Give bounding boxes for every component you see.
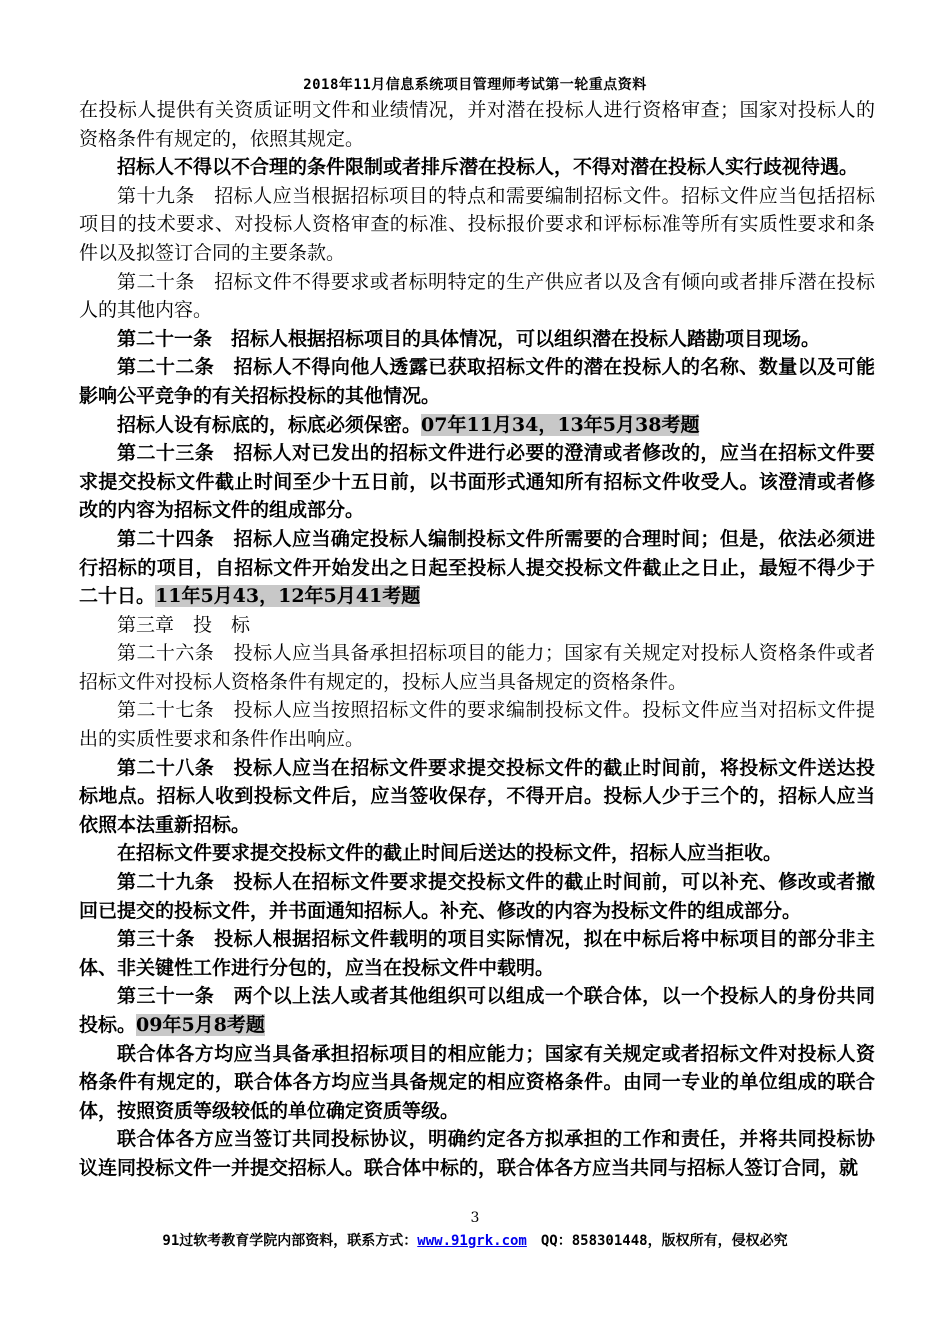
paragraph xyxy=(79,1125,875,1182)
paragraph xyxy=(79,925,875,982)
paragraph-text: 第二十六条 投标人应当具备承担招标项目的能力；国家有关规定对投标人资格条件或者招标文件对投标人资格条件有规定的，投标人应当具备规定的资格条件。 xyxy=(79,642,875,693)
page-footer xyxy=(0,1230,950,1250)
paragraph-text: 在投标人提供有关资质证明文件和业绩情况，并对潜在投标人进行资格审查；国家对投标人的资格条件有规定的，依照其规定。 xyxy=(79,99,875,150)
paragraph xyxy=(79,611,875,640)
paragraph-text: 第二十九条 投标人在招标文件要求提交投标文件的截止时间前，可以补充、修改或者撤回已提交的投标文件，并书面通知招标人。补充、修改的内容为投标文件的组成部分。 xyxy=(79,871,875,922)
paragraph-text: 联合体各方均应当具备承担招标项目的相应能力；国家有关规定或者招标文件对投标人资格条件有规定的，联合体各方均应当具备规定的相应资格条件。由同一专业的单位组成的联合体，按照资质等级较低的单位确定资质等级。 xyxy=(79,1042,875,1122)
paragraph xyxy=(79,153,875,182)
paragraph xyxy=(79,982,875,1039)
footer-suffix: QQ：858301448，版权所有，侵权必究 xyxy=(526,1233,788,1249)
paragraph xyxy=(79,411,875,440)
paragraph xyxy=(79,868,875,925)
paragraph-text: 第三十条 投标人根据招标文件载明的项目实际情况，拟在中标后将中标项目的部分非主体、非关键性工作进行分包的，应当在投标文件中载明。 xyxy=(79,928,875,979)
page-number: 3 xyxy=(470,1210,480,1226)
paragraph-text: 第二十三条 招标人对已发出的招标文件进行必要的澄清或者修改的，应当在招标文件要求提交投标文件截止时间至少十五日前，以书面形式通知所有招标文件收受人。该澄清或者修改的内容为招标文件的组成部分。 xyxy=(79,442,875,522)
paragraph xyxy=(79,325,875,354)
paragraph-text: 第二十二条 招标人不得向他人透露已获取招标文件的潜在投标人的名称、数量以及可能影响公平竞争的有关招标投标的其他情况。 xyxy=(79,356,875,407)
paragraph-text: 第三十一条 两个以上法人或者其他组织可以组成一个联合体，以一个投标人的身份共同投标。 xyxy=(79,985,875,1036)
paragraph xyxy=(79,1040,875,1126)
paragraph xyxy=(79,839,875,868)
paragraph-text: 第三章 投 标 xyxy=(117,613,251,636)
paragraph xyxy=(79,639,875,696)
paragraph-text: 第二十七条 投标人应当按照招标文件的要求编制投标文件。投标文件应当对招标文件提出的实质性要求和条件作出响应。 xyxy=(79,699,875,751)
footer-prefix: 91过软考教育学院内部资料，联系方式： xyxy=(162,1233,418,1249)
paragraph xyxy=(79,754,875,840)
paragraph xyxy=(79,96,875,153)
paragraph-text: 第二十条 招标文件不得要求或者标明特定的生产供应者以及含有倾向或者排斥潜在投标人的其他内容。 xyxy=(79,270,875,322)
page-header: 2018年11月信息系统项目管理师考试第一轮重点资料 xyxy=(303,77,647,93)
paragraph-text: 招标人设有标底的，标底必须保密。 xyxy=(117,413,422,436)
exam-reference-highlight: 11年5月43，12年5月41考题 xyxy=(155,585,421,608)
paragraph xyxy=(79,696,875,753)
paragraph-text: 在招标文件要求提交投标文件的截止时间后送达的投标文件，招标人应当拒收。 xyxy=(117,842,783,865)
paragraph-text: 第十九条 招标人应当根据招标项目的特点和需要编制招标文件。招标文件应当包括招标项目的技术要求、对投标人资格审查的标准、投标报价要求和评标标准等所有实质性要求和条件以及拟签订合同的主要条款。 xyxy=(79,184,875,264)
paragraph-text: 招标人不得以不合理的条件限制或者排斥潜在投标人，不得对潜在投标人实行歧视待遇。 xyxy=(117,156,859,179)
paragraph xyxy=(79,182,875,268)
paragraph xyxy=(79,268,875,325)
exam-reference-highlight: 09年5月8考题 xyxy=(136,1014,265,1036)
paragraph xyxy=(79,353,875,410)
footer-link[interactable]: www.91grk.com xyxy=(417,1233,527,1249)
document-body xyxy=(79,96,875,1183)
paragraph-text: 第二十四条 招标人应当确定投标人编制投标文件所需要的合理时间；但是，依法必须进行招标的项目，自招标文件开始发出之日起至投标人提交投标文件截止之日止，最短不得少于二十日。 xyxy=(79,527,875,608)
paragraph xyxy=(79,439,875,525)
exam-reference-highlight: 07年11月34，13年5月38考题 xyxy=(421,413,700,436)
paragraph xyxy=(79,525,875,611)
paragraph-text: 第二十一条 招标人根据招标项目的具体情况，可以组织潜在投标人踏勘项目现场。 xyxy=(117,327,821,350)
paragraph-text: 第二十八条 投标人应当在招标文件要求提交投标文件的截止时间前，将投标文件送达投标地点。招标人收到投标文件后，应当签收保存，不得开启。投标人少于三个的，招标人应当依照本法重新招标。 xyxy=(79,756,875,836)
paragraph-text: 联合体各方应当签订共同投标协议，明确约定各方拟承担的工作和责任，并将共同投标协议连同投标文件一并提交招标人。联合体中标的，联合体各方应当共同与招标人签订合同，就 xyxy=(79,1128,875,1179)
